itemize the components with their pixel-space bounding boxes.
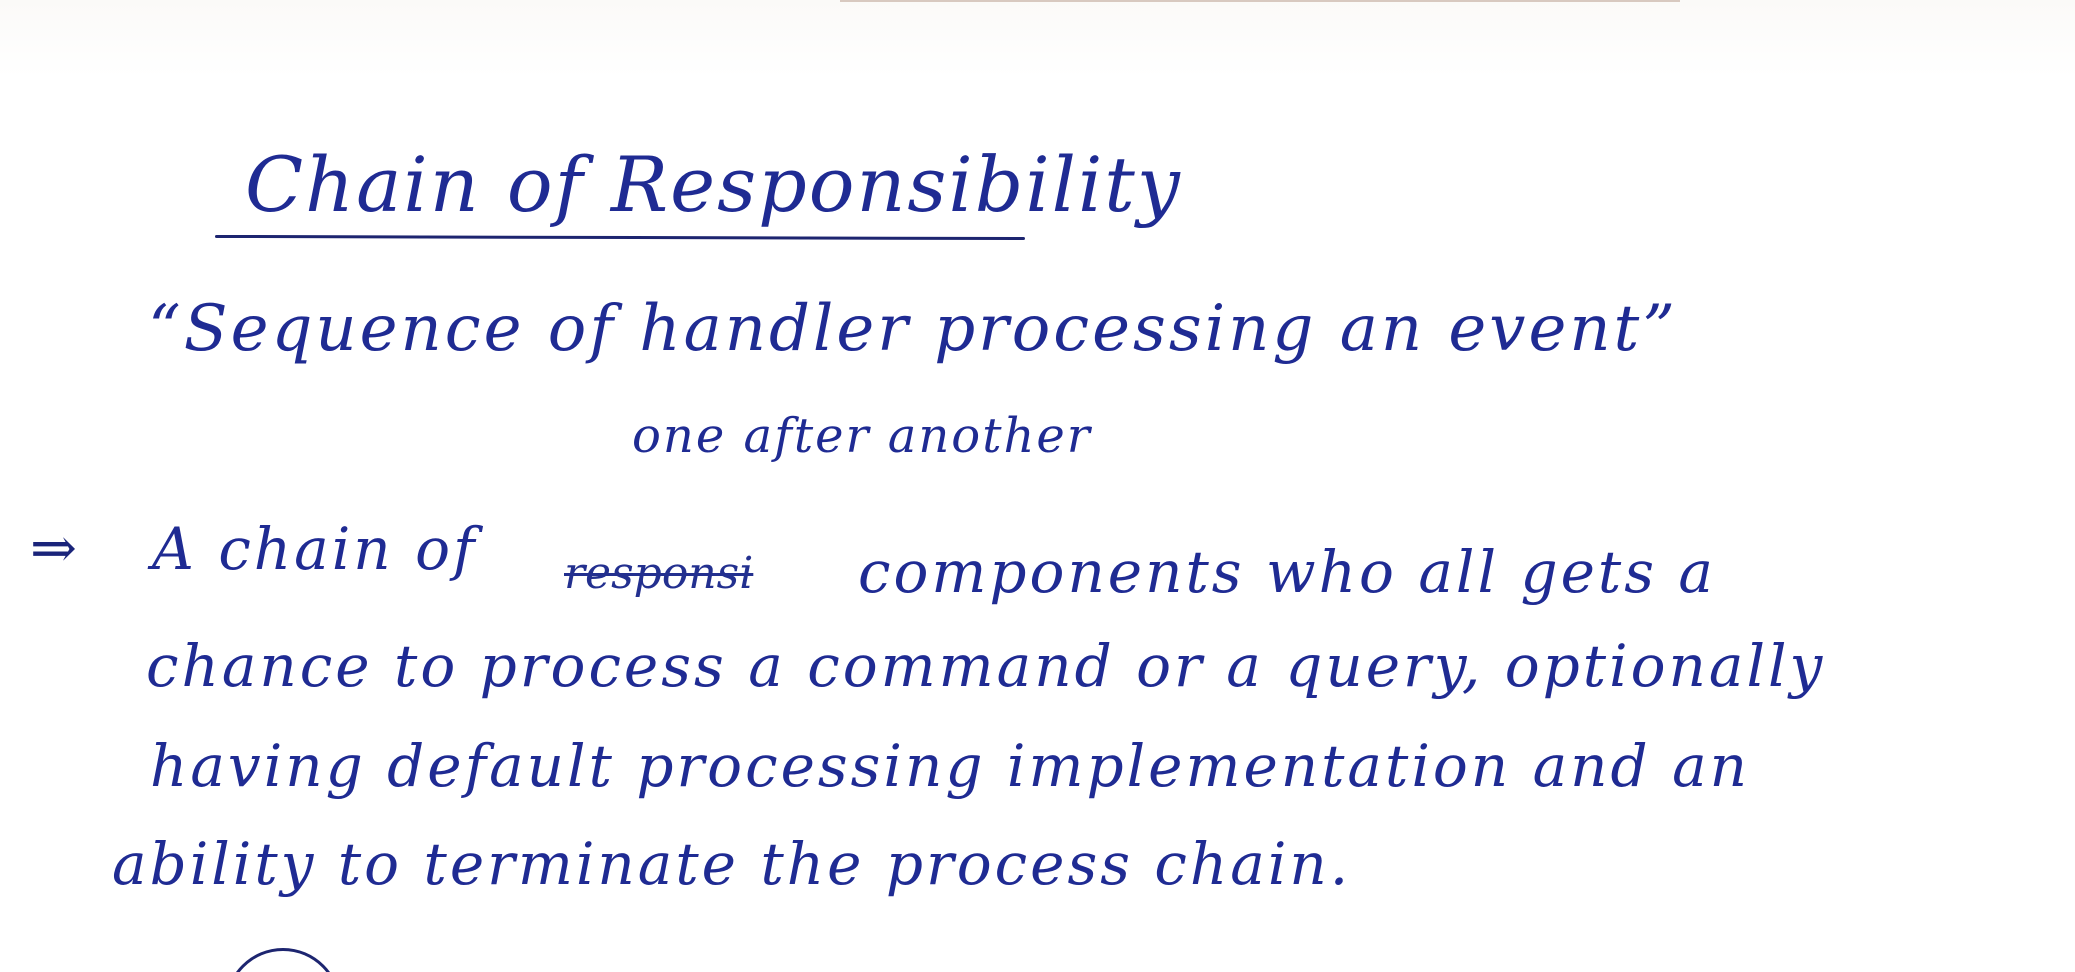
partial-scribble	[225, 948, 341, 972]
paper-edge	[840, 0, 1680, 2]
note-title: Chain of Responsibility	[245, 140, 1182, 229]
definition-line-2: chance to process a command or a query, optionally	[146, 632, 1826, 700]
quote-text: “Sequence of handler processing an event”	[148, 292, 1678, 366]
title-underline	[215, 235, 1025, 240]
struck-out-word: responsi	[564, 548, 754, 599]
implies-arrow-icon: ⇒	[30, 516, 78, 581]
definition-line-1-end: components who all gets a	[858, 538, 1716, 606]
definition-line-3: having default processing implementation and an	[150, 732, 1751, 800]
definition-line-4: ability to terminate the process chain.	[112, 830, 1352, 898]
definition-line-1-start: A chain of	[152, 515, 478, 583]
quote-continuation: one after another	[632, 408, 1092, 464]
